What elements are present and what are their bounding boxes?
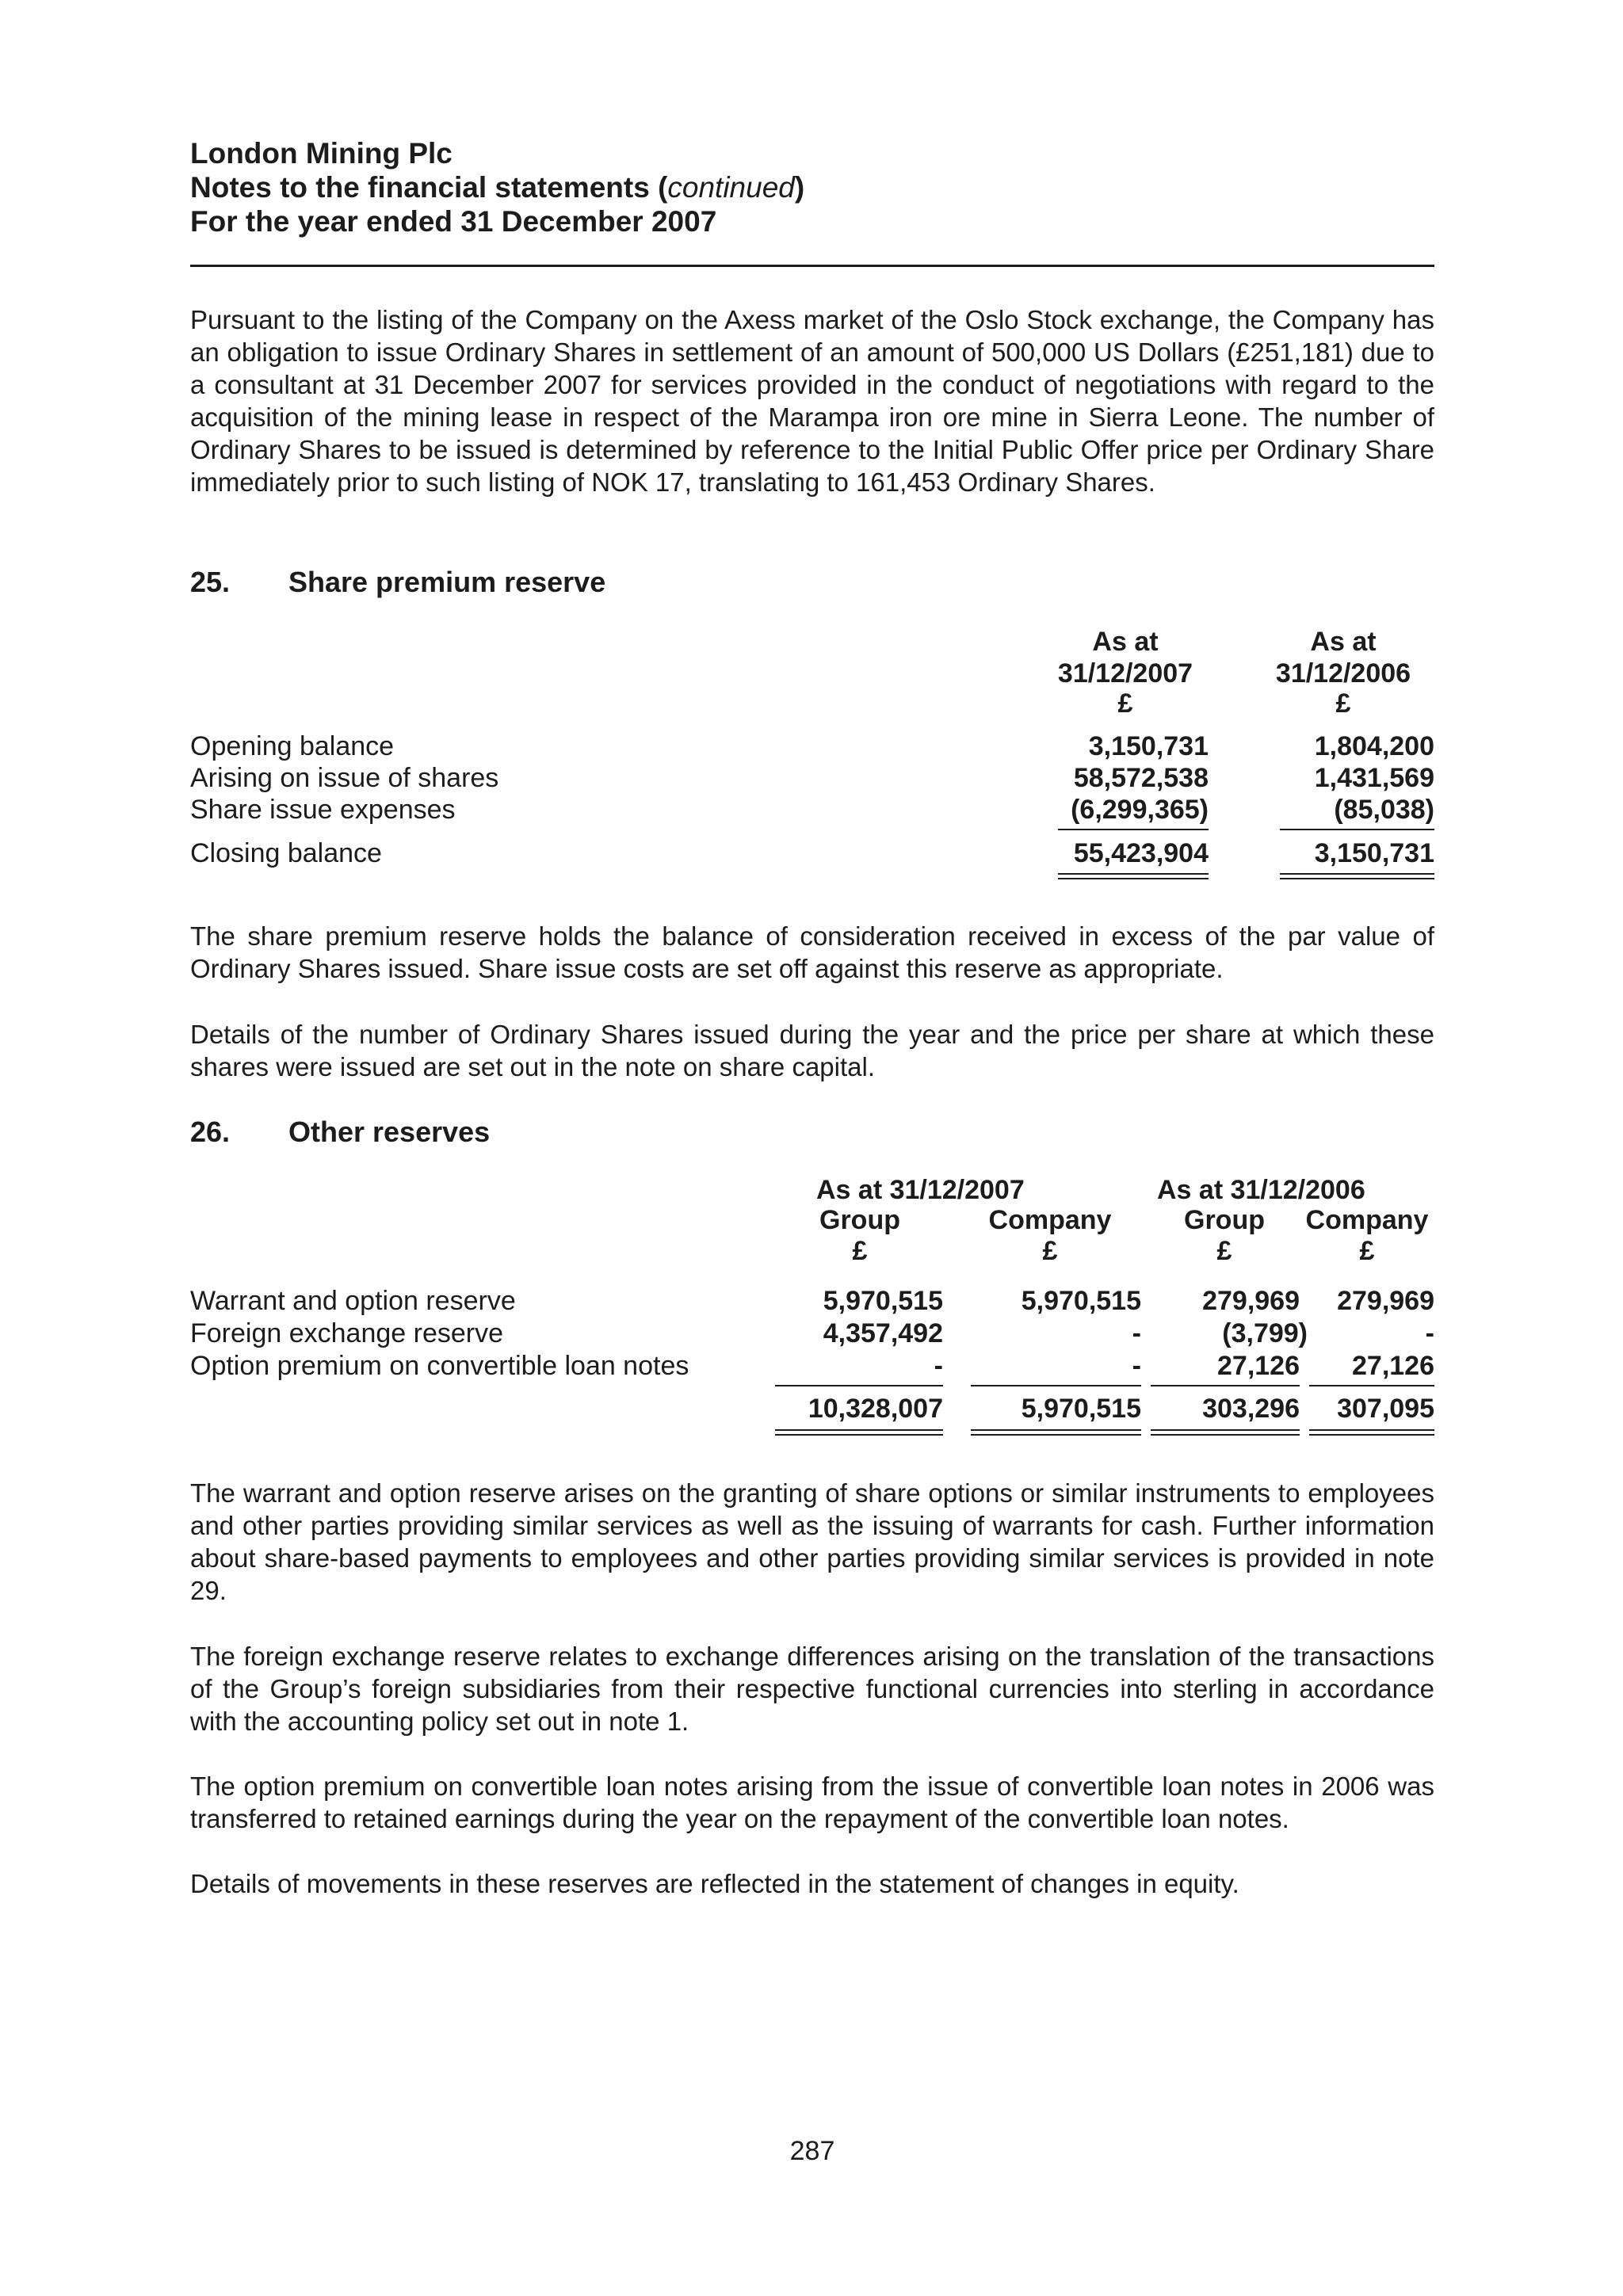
s26-row-group-2007: 5,970,515 xyxy=(823,1286,943,1316)
notes-title: Notes to the financial statements (continued) xyxy=(190,171,805,204)
s26-total-group-2007: 10,328,007 xyxy=(808,1394,943,1424)
s26-paragraph-2: The foreign exchange reserve relates to exchange differences arising on the translation of the transactions of the Group’s foreign subsidiaries from their respective functional currencies into sterling in accordance with the accounting policy set out in note 1. xyxy=(190,1642,1434,1736)
s25-row-value-2007: (6,299,365) xyxy=(1071,795,1209,825)
s25-row-value-2007: 3,150,731 xyxy=(1088,731,1209,761)
s26-row-company-2007: - xyxy=(1132,1351,1141,1381)
page-number: 287 xyxy=(789,2136,835,2166)
s26-row-label: Option premium on convertible loan notes xyxy=(190,1351,689,1381)
s25-subtotal-rule xyxy=(1058,829,1209,830)
s25-total-double-rule xyxy=(1280,873,1434,879)
s26-row-group-2007: - xyxy=(934,1351,943,1381)
section-26-title: 26. Other reserves xyxy=(190,1116,491,1148)
s26-row-company-2006: 27,126 xyxy=(1352,1351,1434,1381)
s26-paragraph-3: The option premium on convertible loan notes arising from the issue of convertible loan notes in 2006 was transferred to retained earnings during the year on the repayment of the convertible loan notes. xyxy=(190,1772,1434,1833)
s25-row-value-2007: 58,572,538 xyxy=(1073,763,1209,793)
s26-col-company-2006: Company xyxy=(1305,1205,1429,1235)
s26-row-group-2007: 4,357,492 xyxy=(823,1318,943,1348)
s26-subtotal-rule xyxy=(971,1385,1141,1386)
s26-total-double-rule xyxy=(775,1429,943,1436)
s26-col-group-2007: Group xyxy=(819,1205,900,1235)
s26-subtotal-rule xyxy=(775,1385,943,1386)
header-rule xyxy=(190,265,1434,267)
s26-total-group-2006: 303,296 xyxy=(1202,1394,1300,1424)
s25-row-label: Share issue expenses xyxy=(190,795,456,825)
s26-col-company-2007: Company xyxy=(988,1205,1112,1235)
s26-row-group-2006: (3,799) xyxy=(1222,1318,1308,1348)
intro-paragraph: Pursuant to the listing of the Company on the Axess market of the Oslo Stock exchange, the Company has an obligation to issue Ordinary Shares in settlement of an amount of 500,000 US Dollars (£251,181) due to a consultant at 31 December 2007 for services provided in the conduct of negotiations with regard to the acquisition of the mining lease in respect of the Marampa iron ore mine in Sierra Leone. The number of Ordinary Shares to be issued is determined by reference to the Initial Public Offer price per Ordinary Share immediately prior to such listing of NOK 17, translating to 161,453 Ordinary Shares. xyxy=(190,305,1434,497)
s26-total-company-2006: 307,095 xyxy=(1337,1394,1434,1424)
s26-row-company-2006: - xyxy=(1425,1318,1434,1348)
s26-row-label: Foreign exchange reserve xyxy=(190,1318,504,1348)
s26-currency: £ xyxy=(1042,1236,1058,1266)
section-25-title: 25. Share premium reserve xyxy=(190,566,606,598)
s26-row-group-2006: 27,126 xyxy=(1217,1351,1300,1381)
page-header xyxy=(190,136,1434,238)
s25-col1-currency: £ xyxy=(1117,688,1133,719)
s26-total-double-rule xyxy=(971,1429,1141,1436)
s25-row-value-2006: (85,038) xyxy=(1334,795,1434,825)
s25-col1-date: 31/12/2007 xyxy=(1057,658,1193,688)
s26-col-group-2006: Group xyxy=(1184,1205,1265,1235)
s26-paragraph-4: Details of movements in these reserves are reflected in the statement of changes in equity. xyxy=(190,1869,1239,1898)
s25-subtotal-rule xyxy=(1280,829,1434,830)
s25-paragraph-2: Details of the number of Ordinary Shares issued during the year and the price per share at which these shares were issued are set out in the note on share capital. xyxy=(190,1020,1434,1081)
s26-row-label: Warrant and option reserve xyxy=(190,1286,516,1316)
s26-total-double-rule xyxy=(1309,1429,1434,1436)
s26-currency: £ xyxy=(852,1236,868,1266)
s26-currency: £ xyxy=(1359,1236,1375,1266)
s25-row-value-2007: 55,423,904 xyxy=(1073,838,1209,868)
s26-subtotal-rule xyxy=(1151,1385,1300,1386)
s25-row-value-2006: 1,431,569 xyxy=(1314,763,1434,793)
s25-row-label: Closing balance xyxy=(190,838,382,868)
company-name: London Mining Plc xyxy=(190,137,453,170)
s25-total-double-rule xyxy=(1058,873,1209,879)
s25-col2-as-at: As at xyxy=(1310,627,1377,657)
s26-subtotal-rule xyxy=(1309,1385,1434,1386)
s26-row-company-2007: 5,970,515 xyxy=(1021,1286,1141,1316)
s26-group-header-2006: As at 31/12/2006 xyxy=(1157,1175,1365,1205)
s26-row-company-2007: - xyxy=(1132,1318,1141,1348)
s26-total-double-rule xyxy=(1151,1429,1300,1436)
s26-paragraph-1: The warrant and option reserve arises on the granting of share options or similar instruments to employees and other parties providing similar services as well as the issuing of warrants for cash. Further information about share-based payments to employees and other parties providing similar services is provided in note 29. xyxy=(190,1478,1434,1605)
s25-row-label: Arising on issue of shares xyxy=(190,763,499,793)
s26-group-header-2007: As at 31/12/2007 xyxy=(816,1175,1025,1205)
s25-col1-as-at: As at xyxy=(1092,627,1159,657)
s26-row-company-2006: 279,969 xyxy=(1337,1286,1434,1316)
s26-currency: £ xyxy=(1216,1236,1232,1266)
s25-row-label: Opening balance xyxy=(190,731,395,761)
s26-row-group-2006: 279,969 xyxy=(1202,1286,1300,1316)
s25-paragraph-1: The share premium reserve holds the balance of consideration received in excess of the par value of Ordinary Shares issued. Share issue costs are set off against this reserve as appropriate. xyxy=(190,921,1434,983)
s25-row-value-2006: 1,804,200 xyxy=(1314,731,1434,761)
s25-row-value-2006: 3,150,731 xyxy=(1314,838,1434,868)
s26-total-company-2007: 5,970,515 xyxy=(1021,1394,1141,1424)
s25-col2-currency: £ xyxy=(1335,688,1351,719)
period-title: For the year ended 31 December 2007 xyxy=(190,205,717,238)
s25-col2-date: 31/12/2006 xyxy=(1275,658,1411,688)
